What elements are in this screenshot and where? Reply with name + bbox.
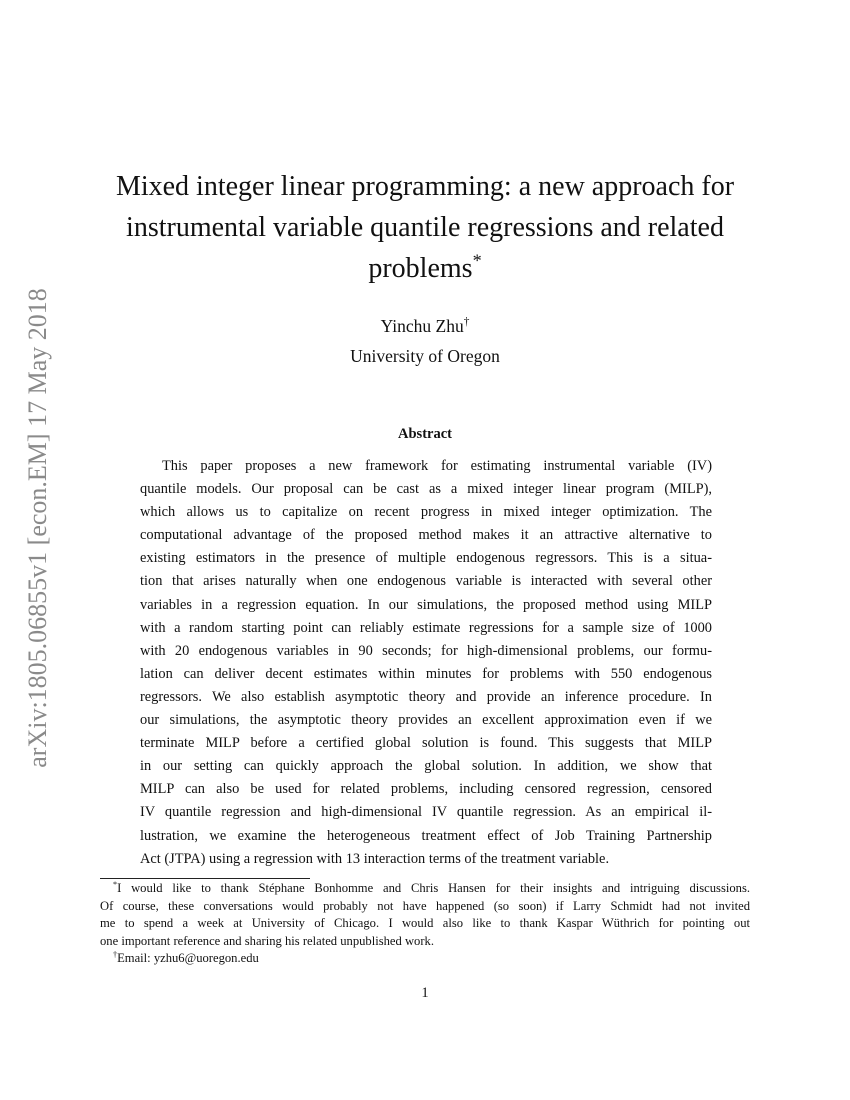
footnote-mark: † bbox=[113, 950, 118, 960]
footnote-line: one important reference and sharing his related unpublished work. bbox=[100, 933, 434, 948]
title-line: Mixed integer linear programming: a new approach for bbox=[115, 171, 735, 202]
abstract-line: our simulations, the asymptotic theory provides an excellent approximation even if we bbox=[140, 712, 712, 729]
abstract-line: This paper proposes a new framework for estimating instrumental variable (IV) bbox=[162, 458, 712, 474]
arxiv-identifier-stamp: arXiv:1805.06855v1 [econ.EM] 17 May 2018 bbox=[23, 288, 52, 768]
abstract-line: quantile models. Our proposal can be cast as a mixed integer linear program (MILP), bbox=[140, 481, 712, 498]
abstract-line: with a random starting point can reliably estimate regressions for a sample size of 1000 bbox=[140, 619, 712, 636]
footnotes bbox=[100, 880, 750, 968]
footnote-rule bbox=[100, 878, 310, 879]
abstract-line: with 20 endogenous variables in 90 seconds; for high-dimensional problems, our formu- bbox=[140, 642, 712, 659]
footnote-mark: † bbox=[463, 316, 470, 329]
abstract-line: computational advantage of the proposed method makes it an attractive alternative to bbox=[140, 527, 712, 544]
footnote-mark: * bbox=[472, 250, 482, 271]
abstract-heading: Abstract bbox=[398, 426, 452, 442]
title-line: problems* bbox=[368, 250, 482, 284]
abstract-line: regressors. We also establish asymptotic theory and provide an inference procedure. In bbox=[140, 688, 712, 705]
footnote-email: †Email: yzhu6@uoregon.edu bbox=[113, 950, 259, 966]
abstract-line: variables in a regression equation. In our simulations, the proposed method using MILP bbox=[140, 596, 712, 613]
title-line: instrumental variable quantile regressions and related bbox=[126, 212, 724, 243]
footnote-line: Of course, these conversations would probably not have happened (so soon) if Larry Schmidt had not invited bbox=[100, 898, 750, 913]
abstract-line: lation can deliver decent estimates within minutes for problems with 550 endogenous bbox=[140, 665, 712, 682]
abstract-body bbox=[140, 455, 712, 871]
abstract-line: lustration, we examine the heterogeneous treatment effect of Job Training Partnership bbox=[140, 827, 712, 844]
footnote-line: me to spend a week at University of Chicago. I would also like to thank Kaspar Wüthrich for pointing out bbox=[100, 916, 750, 931]
page-number: 1 bbox=[421, 985, 429, 1001]
abstract-line: MILP can also be used for related problems, including censored regression, censored bbox=[140, 781, 712, 798]
abstract-line: IV quantile regression and high-dimensional IV quantile regression. As an empirical il- bbox=[140, 804, 712, 821]
author-name: Yinchu Zhu† bbox=[380, 316, 470, 336]
abstract-line: Act (JTPA) using a regression with 13 interaction terms of the treatment variable. bbox=[140, 850, 610, 867]
abstract-line: which allows us to capitalize on recent progress in mixed integer optimization. The bbox=[140, 504, 712, 521]
abstract-line: in our setting can quickly approach the global solution. In addition, we show that bbox=[140, 758, 712, 775]
abstract-line: tion that arises naturally when one endogenous variable is interacted with several other bbox=[140, 573, 712, 590]
paper-title bbox=[0, 166, 850, 289]
author-affiliation: University of Oregon bbox=[350, 346, 500, 366]
footnote-mark: * bbox=[113, 879, 118, 889]
abstract-line: terminate MILP before a certified global solution is found. This suggests that MILP bbox=[140, 735, 712, 752]
footnote-line: *I would like to thank Stéphane Bonhomme and Chris Hansen for their insights and intriguing discussions. bbox=[113, 879, 750, 895]
abstract-line: existing estimators in the presence of multiple endogenous regressors. This is a situa- bbox=[140, 550, 712, 567]
